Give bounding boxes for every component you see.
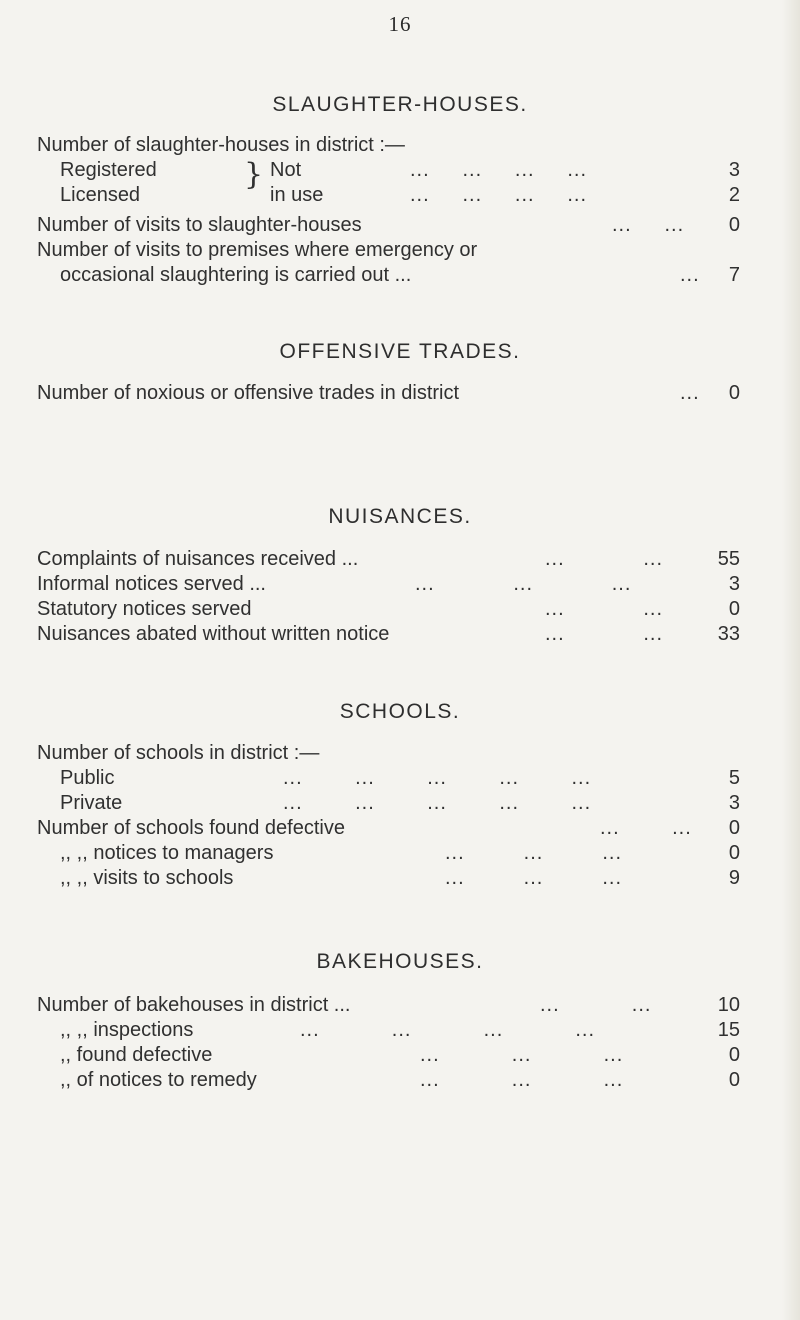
section-title-bakehouses: BAKEHOUSES. bbox=[316, 950, 484, 973]
dot-leader: ... ... ... bbox=[445, 867, 623, 889]
school-row bbox=[0, 863, 800, 893]
school-label: Number of schools found defective bbox=[37, 817, 345, 839]
dot-leader: ... ... ... ... bbox=[410, 184, 588, 206]
dot-leader: ... ... bbox=[612, 214, 685, 236]
dot-leader: ... ... ... ... ... bbox=[283, 767, 592, 789]
bakehouse-label: Number of bakehouses in district ... bbox=[37, 994, 351, 1016]
school-value: 9 bbox=[728, 867, 740, 889]
dot-leader: ... ... bbox=[545, 548, 664, 570]
school-label: Public bbox=[60, 767, 115, 789]
page-number: 16 bbox=[388, 12, 412, 36]
bakehouse-value: 0 bbox=[728, 1044, 740, 1066]
bakehouse-row bbox=[0, 1065, 800, 1095]
dot-leader: ... ... ... bbox=[445, 842, 623, 864]
nuisance-label: Nuisances abated without written notice bbox=[37, 623, 390, 645]
bakehouse-value: 15 bbox=[717, 1019, 740, 1041]
school-value: 0 bbox=[728, 842, 740, 864]
dot-leader: ... ... ... ... bbox=[300, 1019, 596, 1041]
bakehouse-label: ,, found defective bbox=[60, 1044, 213, 1066]
licensed-label: Licensed bbox=[60, 184, 141, 206]
emergency-label-2: occasional slaughtering is carried out ... bbox=[60, 264, 412, 286]
school-label: ,, ,, visits to schools bbox=[60, 867, 234, 889]
nuisance-value: 3 bbox=[728, 573, 740, 595]
school-label: ,, ,, notices to managers bbox=[60, 842, 274, 864]
offensive-row bbox=[0, 378, 800, 408]
nuisance-label: Informal notices served ... bbox=[37, 573, 266, 595]
dot-leader: ... ... bbox=[545, 623, 664, 645]
dot-leader: ... ... bbox=[540, 994, 652, 1016]
section-title-slaughter-houses: SLAUGHTER-HOUSES. bbox=[272, 93, 528, 116]
bakehouse-label: ,, of notices to remedy bbox=[60, 1069, 257, 1091]
registered-label: Registered bbox=[60, 159, 157, 181]
school-value: 5 bbox=[728, 767, 740, 789]
bakehouse-value: 10 bbox=[717, 994, 740, 1016]
bakehouse-label: ,, ,, inspections bbox=[60, 1019, 194, 1041]
nuisance-value: 0 bbox=[728, 598, 740, 620]
dot-leader: ... ... ... bbox=[415, 573, 632, 595]
dot-leader: ... ... ... ... ... bbox=[283, 792, 592, 814]
offensive-value: 0 bbox=[728, 382, 740, 404]
emergency-label-1: Number of visits to premises where emergency or bbox=[37, 239, 478, 261]
slaughter-intro-label: Number of slaughter-houses in district :— bbox=[37, 134, 405, 156]
slaughter-licensed-row bbox=[0, 180, 800, 210]
dot-leader: ... ... ... bbox=[420, 1069, 624, 1091]
school-value: 3 bbox=[728, 792, 740, 814]
dot-leader: ... ... bbox=[600, 817, 692, 839]
school-value: 0 bbox=[728, 817, 740, 839]
bakehouse-value: 0 bbox=[728, 1069, 740, 1091]
dot-leader: ... ... bbox=[545, 598, 664, 620]
emergency-value: 7 bbox=[728, 264, 740, 286]
section-title-schools: SCHOOLS. bbox=[339, 700, 461, 723]
section-title-offensive-trades: OFFENSIVE TRADES. bbox=[279, 340, 521, 363]
nuisance-label: Statutory notices served bbox=[37, 598, 252, 620]
slaughter-emergency-row-2 bbox=[0, 260, 800, 290]
brace-mark: } bbox=[244, 157, 264, 192]
dot-leader: ... ... ... ... bbox=[410, 159, 588, 181]
in-use-label: in use bbox=[270, 184, 324, 206]
visits-value: 0 bbox=[728, 214, 740, 236]
not-label: Not bbox=[270, 159, 302, 181]
registered-value: 3 bbox=[728, 159, 740, 181]
dot-leader: ... ... ... bbox=[420, 1044, 624, 1066]
school-label: Private bbox=[60, 792, 123, 814]
licensed-value: 2 bbox=[728, 184, 740, 206]
nuisance-label: Complaints of nuisances received ... bbox=[37, 548, 359, 570]
visits-label: Number of visits to slaughter-houses bbox=[37, 214, 362, 236]
nuisance-row bbox=[0, 619, 800, 649]
schools-intro-label: Number of schools in district :— bbox=[37, 742, 320, 764]
dot-leader: ... bbox=[680, 264, 700, 286]
nuisance-value: 33 bbox=[717, 623, 740, 645]
offensive-label: Number of noxious or offensive trades in district bbox=[37, 382, 460, 404]
dot-leader: ... bbox=[680, 382, 700, 404]
section-title-nuisances: NUISANCES. bbox=[328, 505, 472, 528]
nuisance-value: 55 bbox=[717, 548, 740, 570]
